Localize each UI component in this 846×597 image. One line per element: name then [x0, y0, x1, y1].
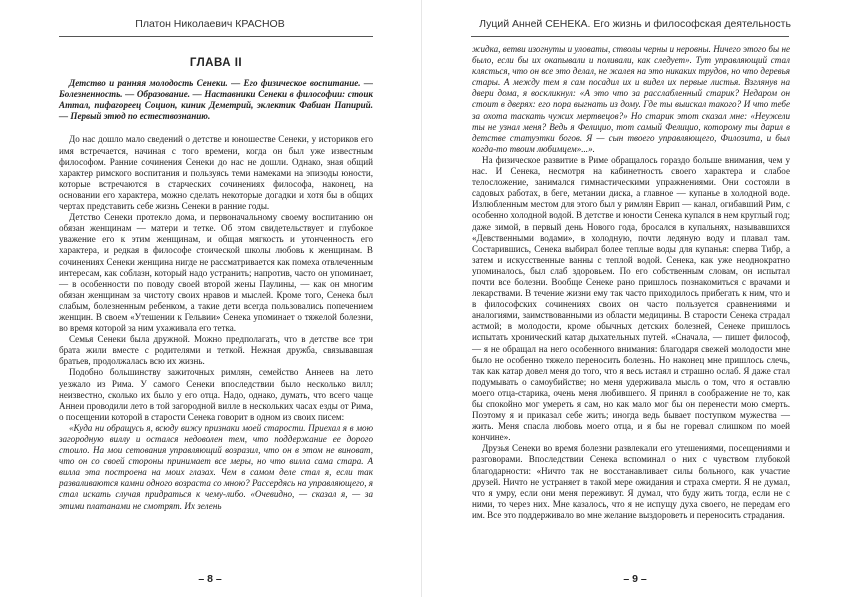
chapter-summary: Детство и ранняя молодость Сенеки. — Его физическое воспитание. — Болезненность. — Образование. — Наставники Сенеки в философии: стоик Аттал, пифагореец Социон, киник Деметрий, эклектик Фабиан Папирий. — Первый этюд по естествознанию.: [59, 78, 373, 122]
paragraph: Семья Сенеки была дружной. Можно предполагать, что в детстве все три брата жили вместе с родителями и теткой. Нежная дружба, связывавшая братьев, продолжалась всю их жизнь.: [59, 334, 373, 367]
header-rule-left: [59, 36, 373, 37]
right-page: [424, 0, 846, 597]
paragraph: Детство Сенеки протекло дома, и первоначальному своему воспитанию он обязан женщинам — матери и тетке. Об этом свидетельствует и глубокое уважение его к этим женщинам, и общая мягкость и утонченность его характера, и редкая в философе стоической школы любовь к женщинам. В сочинениях Сенеки женщина нигде не рассматривается как помеха отвлеченным интересам, как соблазн, который надо устранить; напротив, часто он упоминает, — в особенности по поводу своей второй жены Паулины, — как он многим обязан женщинам за чистоту своих нравов и мыслей. Кроме того, Сенека был слабым, болезненным ребенком, а такие дети всегда пользовались попечением женщин. В своем «Утешении к Гельвии» Сенека упоминает о тяжелой болезни, во время которой за ним ухаживала его тетка.: [59, 212, 373, 334]
left-page-body: [59, 58, 373, 512]
page-number-right: – 9 –: [623, 573, 647, 585]
chapter-title: ГЛАВА II: [189, 57, 243, 69]
letter-quote: «Куда ни обращусь я, всюду вижу признаки моей старости. Приехал я в мою загородную виллу и остался недоволен тем, что поддержание ее дорого стоило. На мои сетования управляющий возразил, что он в этом не виноват, что он со своей стороны принимает все меры, но что вилла сама стара. А вилла эта построена на моих глазах. Чем в самом деле стал я, если так разваливаются камни одного возраста со мною? Рассердясь на управляющего, я стал искать случая придраться к чему-либо. «Очевидно, — сказал я, — за этими платанами не смотрят. Их зелень: [59, 422, 373, 511]
paragraph: До нас дошло мало сведений о детстве и юношестве Сенеки, у историков его имя встречается, начиная с того времени, когда он был уже известным философом. Ранние сочинения Сенеки до нас не дошли. Однако, зная общий характер римского воспитания и пользуясь теми намеками на эпизоды юности, которые встречаются в старческих сочинениях философа, наконец, на основании его характера, можно сделать некоторые догадки и хотя бы в общих чертах представить себе жизнь Сенеки в ранние годы.: [59, 134, 373, 212]
paragraph: На физическое развитие в Риме обращалось гораздо больше внимания, чем у нас. И Сенека, несмотря на кабинетность своего характера и слабое телосложение, занимался гимнастическими упражнениями. Они состояли в садовых работах, в беге, метании диска, а главное — купанье в холодной воде. Излюбленным местом для этого был у римлян Еврип — канал, огибавший Рим, с особенно холодной водой. В детстве и юности Сенека купался в нем круглый год; даже зимой, в первый день Нового года, бросался в купальнях, называвшихся «Девственными водами», в холодную, почти ледяную воду и плавал там. Состарившись, Сенека выбирал более теплые воды для купанья: сперва Тибр, а затем и искусственные ванны с теплой водой. Сенека, как уже неоднократно упоминалось, был слаб здоровьем. По его собственным словам, он испытал почти все болезни. Вообще Сенеке рано пришлось познакомиться с врачами и лекарствами. В течение жизни ему так часто приходилось прибегать к ним, что и в философских сочинениях своих он часто пользуется сравнениями и аналогиями, заимствованными из области медицины. В старости Сенека страдал астмой; в молодости, кроме обычных детских болезней, Сенеке пришлось испытать хронический катар дыхательных путей. «Сначала, — пишет философ, — я не обращал на него особенного внимания: благодаря свежей молодости мне было не особенно тяжело переносить болезнь. Но наконец мне пришлось слечь, так как катар довел меня до того, что я весь истаял и страшно ослаб. Я даже стал подумывать о самоубийстве; но меня удерживала мысль о том, что я оставлю моего отца-старика, очень меня любившего. Я принял в соображение не то, как бы спокойно мог умереть я сам, но как мало мог бы он перенести мою смерть. Поэтому я и приказал себе жить; иногда ведь бывает поступком мужества — жить. Меня спасла любовь моего отца, и я бы не горевал слишком по моей кончине».: [472, 154, 791, 443]
gutter: [421, 0, 422, 597]
running-header-right: Луций Анней СЕНЕКА. Его жизнь и философская деятельность: [479, 18, 791, 30]
running-header-left: Платон Николаевич КРАСНОВ: [135, 18, 285, 30]
left-page: [0, 0, 420, 597]
letter-quote-continuation: жидка, ветви изогнуты и уловаты, стволы черны и неровны. Ничего этого бы не было, если бы их окапывали и поливали, как следует». Тут управляющий стал клясться, что он все это делал, не жалея на это никаких трудов, но что деревья стары. А между тем я сам посадил их и видел их первые листья. Взглянув на двери дома, я воскликнул: «А это что за расслабленный старик? Недаром он стоит в дверях: его пора выгнать из дому. Где ты выискал такого? И что тебе за охота таскать чужих мертвецов?» Но старик этот сказал мне: «Неужели ты не узнал меня? Ведь я Фелицио, тот самый Фелицио, которому ты дарил в детстве статуэтки богов. Я — сын твоего управляющего, Филозита, и был когда-то твоим любимцем»...».: [472, 44, 790, 154]
header-rule-right: [471, 36, 789, 37]
right-page-body: [472, 44, 790, 521]
page-number-left: – 8 –: [198, 573, 222, 585]
paragraph: Подобно большинству зажиточных римлян, семейство Аннеев на лето уезжало из Рима. У самого Сенеки впоследствии было несколько вилл; неизвестно, сколько их было у его отца. Надо, однако, думать, что всего чаще Аннеи проводили лето в той загородной вилле в нескольких часах езды от Рима, о посещении которой в старости Сенека говорит в одном из своих писем:: [59, 367, 373, 422]
paragraph: Друзья Сенеки во время болезни развлекали его утешениями, посещениями и разговорами. Впоследствии Сенека вспоминал о них с чувством глубокой благодарности: «Ничто так не восстанавливает силы больного, как участие друзей. Ничто не устраняет в такой мере ожидания и страха смерти. Я не думал, что я умру, если они меня переживут. Я думал, что буду жить тогда, если не с ними, то через них. Мне казалось, что я не испущу духа своего, не передам его им. Все это поддерживало во мне желание выздороветь и переносить страдания.: [472, 443, 790, 520]
